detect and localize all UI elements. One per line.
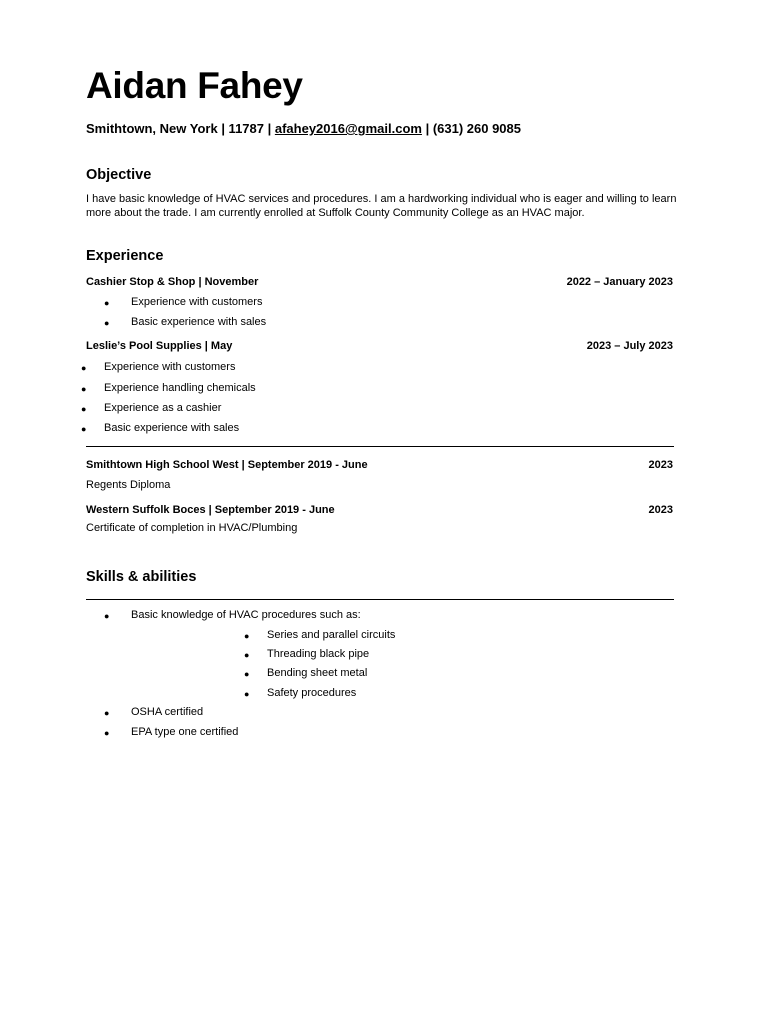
bullet-icon: ● [81, 363, 87, 373]
list-item: Experience as a cashier [104, 402, 222, 414]
resume-name: Aidan Fahey [86, 65, 303, 106]
list-item: Experience with customers [104, 361, 236, 373]
education-title: Western Suffolk Boces | September 2019 - June [86, 504, 335, 516]
sub-list-item: Threading black pipe [267, 648, 370, 660]
email-link[interactable]: afahey2016@gmail.com [274, 121, 422, 136]
job-dates: 2023 – July 2023 [586, 340, 673, 352]
objective-text: I have basic knowledge of HVAC services and procedures. I am a hardworking individual who is eager and willing to learn more about the trade. I am currently enrolled at Suffolk County Community College as an HVAC major. [86, 193, 677, 219]
bullet-icon: ● [104, 318, 110, 328]
experience-heading: Experience [86, 248, 164, 264]
list-item: OSHA certified [131, 706, 204, 718]
bullet-icon: ● [104, 728, 110, 738]
education-dates: 2023 [648, 459, 673, 471]
bullet-icon: ● [244, 689, 250, 699]
bullet-icon: ● [244, 631, 250, 641]
education-dates: 2023 [648, 504, 673, 516]
education-title: Smithtown High School West | September 2019 - June [86, 459, 368, 471]
sub-list-item: Bending sheet metal [267, 667, 368, 679]
list-item: Basic experience with sales [131, 316, 267, 328]
bullet-icon: ● [104, 298, 110, 308]
list-item: Basic experience with sales [104, 422, 240, 434]
bullet-icon: ● [104, 611, 110, 621]
bullet-icon: ● [81, 404, 87, 414]
job-dates: 2022 – January 2023 [566, 276, 673, 288]
job-title: Cashier Stop & Shop | November [86, 276, 259, 288]
contact-line [86, 121, 521, 136]
bullet-icon: ● [81, 424, 87, 434]
education-detail: Certificate of completion in HVAC/Plumbing [86, 522, 298, 534]
education-detail: Regents Diploma [86, 479, 171, 491]
bullet-icon: ● [244, 669, 250, 679]
list-item: Experience handling chemicals [104, 382, 256, 394]
list-item: EPA type one certified [131, 726, 239, 738]
sub-list-item: Series and parallel circuits [267, 629, 396, 641]
list-item: Basic knowledge of HVAC procedures such as: [131, 609, 361, 621]
bullet-icon: ● [81, 384, 87, 394]
contact-location: Smithtown, New York | 11787 | [86, 121, 275, 136]
objective-heading: Objective [86, 167, 152, 183]
bullet-icon: ● [104, 708, 110, 718]
bullet-icon: ● [244, 650, 250, 660]
sub-list-item: Safety procedures [267, 687, 357, 699]
list-item: Experience with customers [131, 296, 263, 308]
skills-heading: Skills & abilities [86, 569, 197, 585]
contact-phone: | (631) 260 9085 [421, 121, 521, 136]
section-divider [86, 599, 674, 600]
job-title: Leslie’s Pool Supplies | May [86, 340, 233, 352]
section-divider [86, 446, 674, 447]
